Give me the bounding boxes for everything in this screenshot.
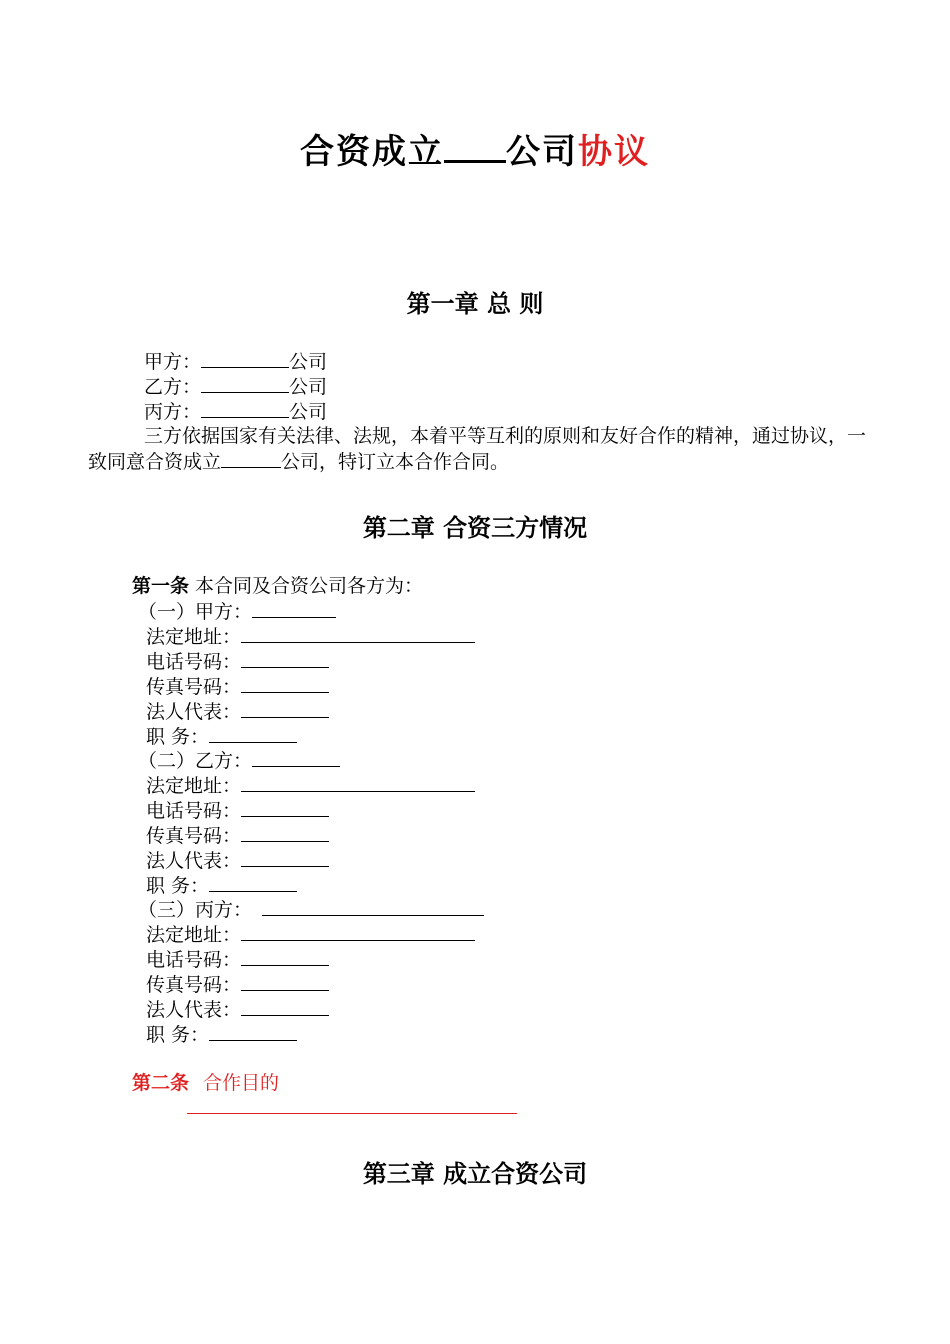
party-a-address [146,624,475,650]
party-c-phone [146,947,329,973]
article-2-blank [187,1113,517,1114]
title-mid: 公司 [506,132,578,172]
position-blank [209,873,297,892]
article-1 [132,574,423,599]
party-c-position [146,1022,297,1048]
party-a-name-blank [252,599,336,618]
fax-label: 传真号码： [146,825,242,847]
phone-blank [241,798,329,817]
intro-paragraph [88,424,870,475]
party-line-c [144,399,327,425]
party-b-address [146,773,475,799]
rep-label: 法人代表： [146,701,242,723]
phone-label: 电话号码： [146,651,242,673]
fax-blank [241,972,329,991]
party-a-rep [146,699,329,725]
party-a-fax [146,674,329,700]
intro-text-a: 三方依据国家有关法律、法规，本着平等互利的原则和友好合作的精神，通过协议，一致同意合资成立 [88,425,867,473]
party-c-fax [146,972,329,998]
intro-blank [221,449,281,468]
party-b-rep [146,848,329,874]
intro-text-b: 公司，特订立本合作合同。 [281,451,510,473]
title-blank [444,130,506,163]
address-blank [241,922,475,941]
party-c-address [146,922,475,948]
position-blank [209,724,297,743]
party-b-blank [201,374,289,393]
rep-label: 法人代表： [146,999,242,1021]
phone-blank [241,947,329,966]
chapter-3-heading: 第三章 成立合资公司 [362,1160,588,1188]
party-a-heading-label: （一）甲方： [138,601,253,623]
rep-blank [241,699,329,718]
title-suffix: 协议 [578,132,650,172]
title-prefix: 合资成立 [300,132,444,172]
party-a-label: 甲方： [144,351,202,373]
phone-label: 电话号码： [146,800,242,822]
rep-blank [241,848,329,867]
party-a-phone [146,649,329,675]
position-label: 职 务： [146,726,210,748]
party-a-heading [138,599,336,625]
party-c-label: 丙方： [144,401,202,423]
address-blank [241,624,475,643]
article-2-label: 第二条 [132,1072,190,1094]
phone-blank [241,649,329,668]
party-line-b [144,374,327,400]
position-label: 职 务： [146,875,210,897]
address-label: 法定地址： [146,924,242,946]
party-a-blank [201,349,289,368]
party-b-heading-label: （二）乙方： [138,750,253,772]
party-b-name-blank [252,748,340,767]
party-b-suffix: 公司 [289,376,328,398]
article-1-text: 本合同及合资公司各方为： [189,575,424,597]
party-b-fax [146,823,329,849]
fax-label: 传真号码： [146,974,242,996]
party-b-heading [138,748,340,774]
party-a-suffix: 公司 [289,351,328,373]
party-c-blank [201,399,289,418]
party-c-rep [146,997,329,1023]
party-c-heading [138,897,484,923]
chapter-2-heading: 第二章 合资三方情况 [362,514,588,542]
address-label: 法定地址： [146,626,242,648]
fax-blank [241,823,329,842]
position-label: 职 务： [146,1024,210,1046]
position-blank [209,1022,297,1041]
party-b-label: 乙方： [144,376,202,398]
article-2 [132,1071,279,1096]
rep-blank [241,997,329,1016]
document-title [0,124,950,173]
party-a-position [146,724,297,750]
phone-label: 电话号码： [146,949,242,971]
rep-label: 法人代表： [146,850,242,872]
party-c-heading-label: （三）丙方： [138,899,253,921]
article-1-label: 第一条 [132,575,190,597]
address-label: 法定地址： [146,775,242,797]
party-line-a [144,349,327,375]
party-c-suffix: 公司 [289,401,328,423]
address-blank [241,773,475,792]
fax-blank [241,674,329,693]
party-c-name-blank [262,897,484,916]
party-b-position [146,873,297,899]
article-2-text: 合作目的 [203,1072,280,1094]
party-b-phone [146,798,329,824]
chapter-1-heading: 第一章 总 则 [406,290,544,318]
fax-label: 传真号码： [146,676,242,698]
